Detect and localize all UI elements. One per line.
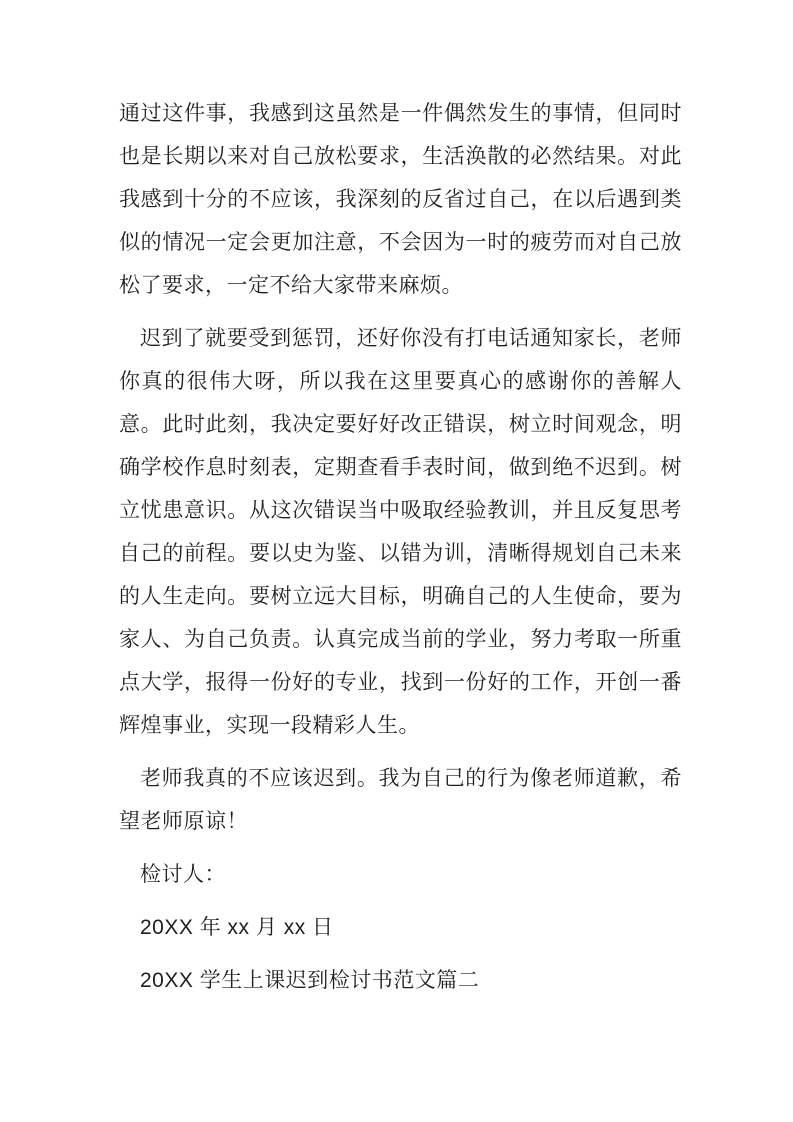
signer-label: 检讨人： — [140, 862, 226, 886]
body-paragraph-resolution: 迟到了就要受到惩罚，还好你没有打电话通知家长，老师你真的很伟大呀，所以我在这里要真心的感谢你的善解人意。此时此刻，我决定要好好改正错误，树立时间观念，明确学校作息时刻表，定期查看手表时间，做到绝不迟到。树立忧患意识。从这次错误当中吸取经验教训，并且反复思考自己的前程。要以史为鉴、以错为训，清晰得规划自己未来的人生走向。要树立远大目标，明确自己的人生使命，要为家人、为自己负责。认真完成当前的学业，努力考取一所重点大学，报得一份好的专业，找到一份好的工作，开创一番辉煌事业，实现一段精彩人生。 — [119, 326, 682, 737]
document-body — [119, 92, 682, 1002]
date-line: 20XX 年 xx 月 xx 日 — [140, 916, 334, 939]
next-section-title: 20XX 学生上课迟到检讨书范文篇二 — [140, 969, 480, 992]
closing-apology-paragraph: 老师我真的不应该迟到。我为自己的行为像老师道歉，希望老师原谅！ — [119, 766, 682, 833]
body-paragraph-reflection: 通过这件事，我感到这虽然是一件偶然发生的事情，但同时也是长期以来对自己放松要求，生活涣散的必然结果。对此我感到十分的不应该，我深刻的反省过自己，在以后遇到类似的情况一定会更加注意，不会因为一时的疲劳而对自己放松了要求，一定不给大家带来麻烦。 — [119, 101, 682, 297]
